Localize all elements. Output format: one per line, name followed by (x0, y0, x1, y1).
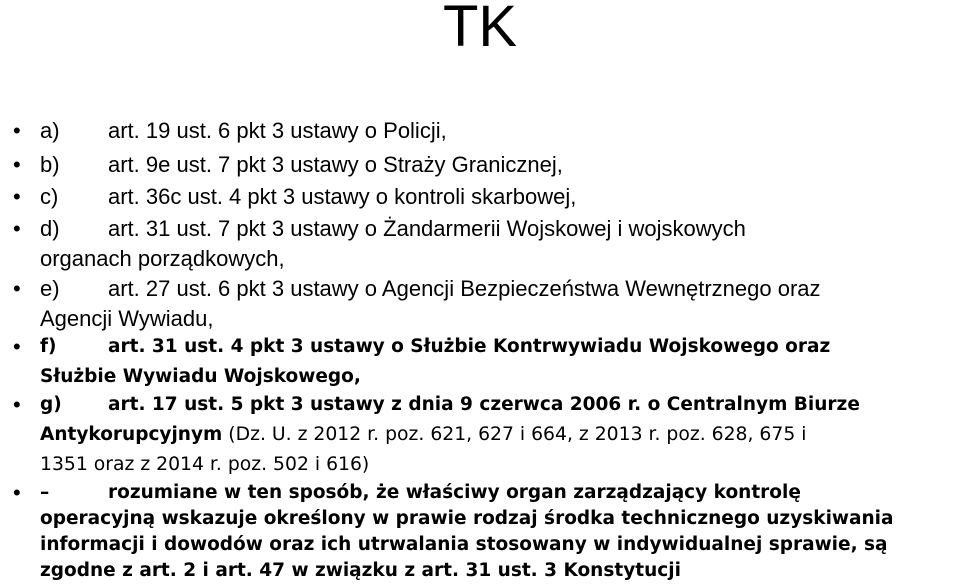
list-item-continuation: Służbie Wywiadu Wojskowego, (40, 366, 361, 387)
list-item-text: (Dz. U. z 2012 r. poz. 621, 627 i 664, z 2013 r. poz. 628, 675 i (222, 424, 807, 445)
list-item-line (40, 332, 830, 362)
slide-title: TK (442, 0, 518, 59)
bullet-icon: • (13, 152, 21, 177)
list-item-line (40, 182, 576, 212)
list-item-continuation: operacyjną wskazuje określony w prawie rodzaj środka technicznego uzyskiwania (40, 508, 894, 529)
list-item-line (40, 116, 447, 146)
list-item-continuation: Agencji Wywiadu, (40, 306, 214, 331)
list-item-continuation: organach porządkowych, (40, 246, 285, 271)
bullet-icon: • (13, 334, 21, 359)
list-item-text: art. 27 ust. 6 pkt 3 ustawy o Agencji Bezpieczeństwa Wewnętrznego oraz (108, 276, 821, 301)
bullet-icon: • (13, 392, 21, 417)
list-item-letter: c) (40, 184, 59, 209)
list-item-text-bold: Antykorupcyjnym (40, 424, 223, 445)
list-item-text: art. 36c ust. 4 pkt 3 ustawy o kontroli skarbowej, (108, 184, 577, 209)
list-item-letter: g) (40, 394, 62, 415)
list-item-text: art. 9e ust. 7 pkt 3 ustawy o Straży Granicznej, (108, 152, 563, 177)
bullet-icon: • (13, 276, 21, 301)
list-item-text: art. 31 ust. 7 pkt 3 ustawy o Żandarmerii Wojskowej i wojskowych (108, 216, 746, 241)
list-item-letter: a) (40, 118, 60, 143)
bullet-icon: • (13, 118, 21, 143)
list-item-text: art. 19 ust. 6 pkt 3 ustawy o Policji, (108, 118, 447, 143)
list-item-letter: e) (40, 276, 60, 301)
list-item-text: rozumiane w ten sposób, że właściwy organ zarządzający kontrolę (108, 482, 801, 503)
bullet-icon: • (13, 184, 21, 209)
list-item-continuation: informacji i dowodów oraz ich utrwalania stosowany w indywidualnej sprawie, są (40, 534, 888, 555)
list-item-line (40, 390, 860, 420)
list-item-letter: d) (40, 216, 60, 241)
list-item-text: art. 31 ust. 4 pkt 3 ustawy o Służbie Kontrwywiadu Wojskowego oraz (108, 336, 831, 357)
list-item-text: art. 17 ust. 5 pkt 3 ustawy z dnia 9 czerwca 2006 r. o Centralnym Biurze (108, 394, 860, 415)
bullet-icon: • (13, 480, 21, 505)
list-item-letter: b) (40, 152, 60, 177)
list-item-line (40, 274, 821, 304)
list-item-letter: f) (40, 336, 57, 357)
list-item-line (40, 150, 563, 180)
bullet-icon: • (13, 216, 21, 241)
list-item-continuation: zgodne z art. 2 i art. 47 w związku z art. 31 ust. 3 Konstytucji (40, 560, 681, 581)
list-item-continuation (40, 420, 806, 450)
list-item-letter: – (40, 482, 50, 503)
list-item-line (40, 214, 746, 244)
list-item-continuation: 1351 oraz z 2014 r. poz. 502 i 616) (40, 454, 370, 475)
